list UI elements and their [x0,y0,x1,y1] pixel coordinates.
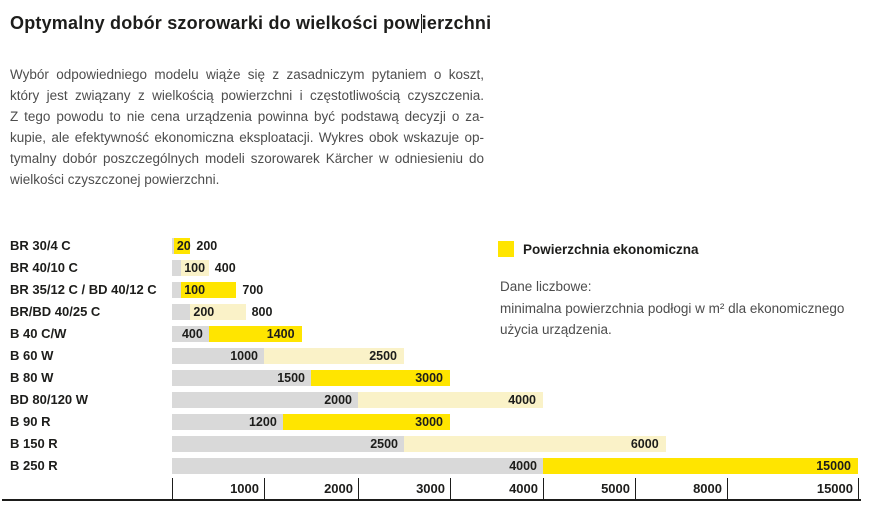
row-label: BR 35/12 C / BD 40/12 C [10,282,157,297]
bar-min-value: 20 [176,239,191,253]
bar-min-segment [172,282,181,298]
bar-min-segment [172,260,181,276]
bar-max-value: 2500 [369,349,397,363]
intro-line: Wybór odpowiedniego modelu wiąże się z zasadniczym pytaniem o koszt, [10,67,484,82]
row-label: B 90 R [10,414,51,429]
bar-max-value: 1400 [266,327,295,341]
bar-min-value: 4000 [509,459,537,473]
note-line: użycia urządzenia. [500,322,612,337]
bar-max-value: 400 [214,261,236,275]
title-text-after-caret: ierzchni [421,13,492,33]
legend-label: Powierzchnia ekonomiczna [523,241,699,257]
row-label: BR 30/4 C [10,238,71,253]
bar-min-value: 2500 [370,437,398,451]
axis-tick-label: 15000 [816,481,853,496]
axis-tick-label: 2000 [324,481,353,496]
bar-min-value: 200 [193,305,215,319]
bar-max-value: 700 [242,283,264,297]
bar-max-value: 6000 [630,437,659,451]
bar-max-value: 4000 [508,393,536,407]
bar-min-value: 400 [181,327,203,341]
row-label: B 150 R [10,436,58,451]
bar-min-value: 1200 [248,415,277,429]
bar-min-value: 1500 [277,371,305,385]
bar-min-value: 100 [184,283,206,297]
intro-line: Z tego powodu to nie cena urządzenia powinna być podstawą decyzji o za- [10,109,484,124]
axis-tick-label: 3000 [416,481,445,496]
row-label: B 60 W [10,348,54,363]
axis-tick-label: 4000 [509,481,538,496]
bar-min-value: 2000 [324,393,352,407]
row-label: B 40 C/W [10,326,67,341]
axis-tick [858,478,859,499]
row-label: BR 40/10 C [10,260,78,275]
bar-max-value: 3000 [415,415,443,429]
axis-tick-label: 8000 [693,481,722,496]
bar-max-value: 15000 [816,459,851,473]
intro-line: wielkości czyszczonej powierzchni. [10,172,220,187]
bar-min-value: 1000 [230,349,258,363]
bar-min-value: 100 [184,261,206,275]
intro-line: który jest związany z wielkością powierzchni i częstotliwością czyszczenia. [10,88,484,103]
row-label: BD 80/120 W [10,392,89,407]
bar-max-value: 200 [196,239,218,253]
bar-max-value: 800 [251,305,273,319]
x-axis-line [2,499,861,501]
title-text-before-caret: Optymalny dobór szorowarki do wielkości pow [10,13,420,33]
row-label: B 80 W [10,370,54,385]
note-line: minimalna powierzchnia podłogi w m² dla ekonomicznego [500,300,845,316]
bar-min-segment [172,304,190,320]
note-line: Dane liczbowe: [500,279,592,294]
intro-line: kupie, ale efektywność ekonomiczna eksploatacji. Wykres obok wskazuje op- [10,130,484,145]
bar-max-value: 3000 [415,371,443,385]
intro-line: tymalny dobór poszczególnych modeli szorowarek Kärcher w odniesieniu do [10,151,484,166]
row-label: BR/BD 40/25 C [10,304,101,319]
axis-tick-label: 1000 [230,481,259,496]
axis-tick-label: 5000 [601,481,630,496]
row-label: B 250 R [10,458,58,473]
